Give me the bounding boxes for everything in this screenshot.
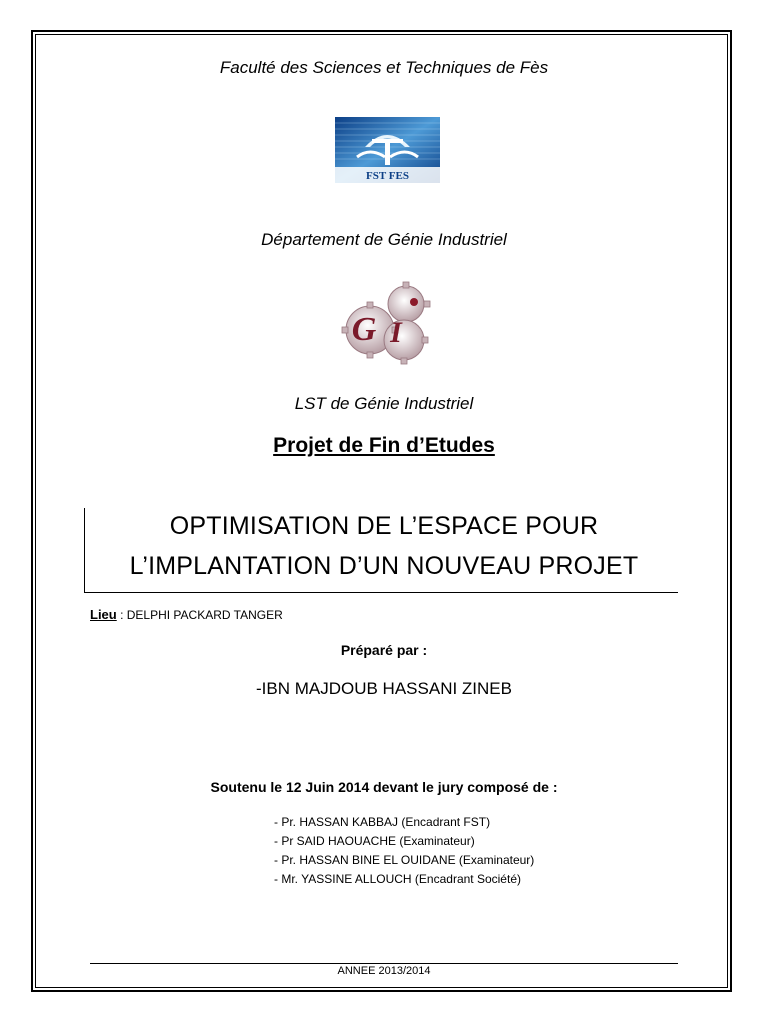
jury-member: - Mr. YASSINE ALLOUCH (Encadrant Société) bbox=[274, 872, 521, 886]
jury-member: - Pr. HASSAN KABBAJ (Encadrant FST) bbox=[274, 815, 491, 829]
faculty-name: Faculté des Sciences et Techniques de Fès bbox=[219, 58, 549, 77]
location-line bbox=[90, 607, 283, 622]
svg-text:G: G bbox=[351, 311, 377, 348]
document-type: Projet de Fin d’Etudes bbox=[273, 434, 495, 457]
jury-member: - Pr. HASSAN BINE EL OUIDANE (Examinateur) bbox=[274, 853, 535, 867]
jury-list bbox=[274, 813, 534, 889]
jury-member: - Pr SAID HAOUACHE (Examinateur) bbox=[274, 834, 475, 848]
location-value: : DELPHI PACKARD TANGER bbox=[116, 608, 283, 622]
department-name: Département de Génie Industriel bbox=[261, 230, 507, 249]
svg-text:FST FES: FST FES bbox=[366, 170, 409, 182]
footer-rule bbox=[90, 963, 678, 964]
prepared-by-label: Préparé par : bbox=[340, 642, 428, 658]
location-label: Lieu bbox=[90, 607, 117, 622]
author-name: -IBN MAJDOUB HASSANI ZINEB bbox=[256, 679, 512, 698]
fst-fes-logo bbox=[335, 117, 440, 183]
program-name: LST de Génie Industriel bbox=[294, 394, 474, 413]
title-line-2: L’IMPLANTATION D’UN NOUVEAU PROJET bbox=[129, 552, 639, 580]
gi-gears-logo bbox=[340, 278, 436, 368]
svg-text:I: I bbox=[390, 316, 402, 349]
defense-statement: Soutenu le 12 Juin 2014 devant le jury composé de : bbox=[210, 779, 558, 795]
title-line-1: OPTIMISATION DE L’ESPACE POUR bbox=[169, 512, 599, 540]
academic-year: ANNEE 2013/2014 bbox=[337, 965, 431, 977]
